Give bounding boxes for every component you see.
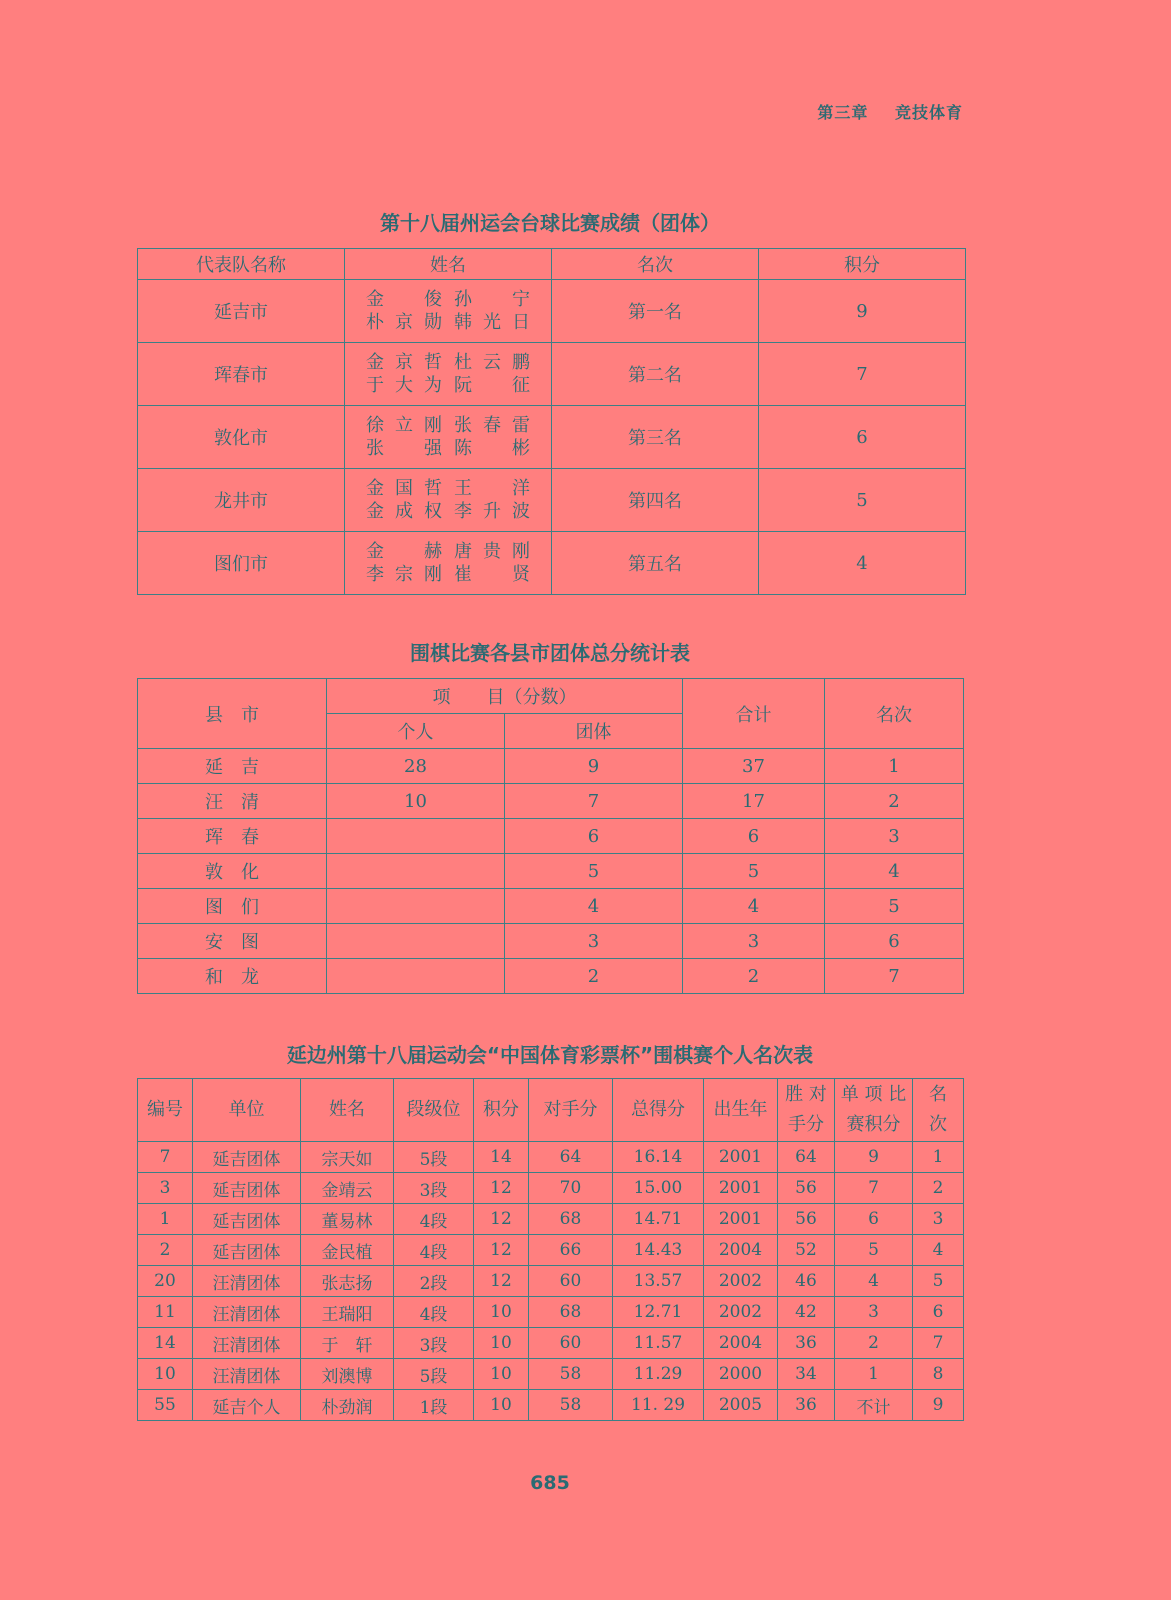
- individual-cell: [327, 854, 505, 889]
- table-cell: 6: [835, 1204, 913, 1235]
- rank-cell: 第五名: [552, 532, 759, 595]
- section-label: 竞技体育: [894, 103, 963, 122]
- names-line: [345, 414, 551, 437]
- team-cell: 5: [505, 854, 683, 889]
- table-cell: 不计: [835, 1390, 913, 1421]
- names-line: [345, 351, 551, 374]
- column-header: 姓名: [345, 249, 552, 280]
- table-row: [138, 280, 966, 343]
- table-cell: 20: [138, 1266, 193, 1297]
- table-cell: 7: [835, 1173, 913, 1204]
- table-cell: 2005: [704, 1390, 778, 1421]
- table-cell: 46: [778, 1266, 835, 1297]
- column-header: 胜 对 手分: [778, 1079, 835, 1142]
- table-cell: 2002: [704, 1297, 778, 1328]
- team-cell: 图们市: [138, 532, 345, 595]
- individual-header: 个人: [327, 714, 505, 749]
- rank-cell: 第一名: [552, 280, 759, 343]
- table-cell: 6: [913, 1297, 964, 1328]
- table-cell: 64: [778, 1142, 835, 1173]
- total-cell: 17: [683, 784, 825, 819]
- table-cell: 36: [778, 1328, 835, 1359]
- names-line: [345, 500, 551, 523]
- names-cell: [345, 406, 552, 469]
- table-cell: 金靖云: [301, 1173, 394, 1204]
- table-cell: 4: [835, 1266, 913, 1297]
- table-cell: 13.57: [613, 1266, 704, 1297]
- table-cell: 70: [529, 1173, 613, 1204]
- table-cell: 1段: [394, 1390, 474, 1421]
- billiards-table-title: 第十八届州运会台球比赛成绩（团体）: [380, 211, 720, 235]
- total-header: 合计: [683, 679, 825, 749]
- table-cell: 4段: [394, 1297, 474, 1328]
- table-cell: 10: [474, 1328, 529, 1359]
- rank-header: 名次: [825, 679, 964, 749]
- table-cell: 宗天如: [301, 1142, 394, 1173]
- table-header-row: [138, 1079, 964, 1142]
- table-cell: 11.29: [613, 1359, 704, 1390]
- table-cell: 3: [835, 1297, 913, 1328]
- table-cell: 58: [529, 1359, 613, 1390]
- score-cell: 5: [759, 469, 966, 532]
- player-name: 阮 征: [454, 375, 530, 396]
- table-row: [138, 784, 964, 819]
- total-cell: 6: [683, 819, 825, 854]
- table-cell: 张志扬: [301, 1266, 394, 1297]
- rank-cell: 4: [825, 854, 964, 889]
- table-cell: 34: [778, 1359, 835, 1390]
- table-cell: 14: [138, 1328, 193, 1359]
- county-cell: 安 图: [138, 924, 327, 959]
- team-cell: 9: [505, 749, 683, 784]
- rank-cell: 1: [825, 749, 964, 784]
- table-cell: 于 轩: [301, 1328, 394, 1359]
- table-cell: 4段: [394, 1235, 474, 1266]
- table-cell: 12: [474, 1204, 529, 1235]
- player-name: 张春雷: [454, 415, 530, 436]
- rank-cell: 第三名: [552, 406, 759, 469]
- table-cell: 12.71: [613, 1297, 704, 1328]
- team-cell: 敦化市: [138, 406, 345, 469]
- table-cell: 68: [529, 1204, 613, 1235]
- table-cell: 58: [529, 1390, 613, 1421]
- table-row: [138, 469, 966, 532]
- table-row: [138, 1390, 964, 1421]
- table-cell: 14.43: [613, 1235, 704, 1266]
- column-header: 名次: [552, 249, 759, 280]
- table-cell: 3段: [394, 1173, 474, 1204]
- individual-cell: 28: [327, 749, 505, 784]
- names-line: [345, 563, 551, 586]
- table-cell: 5: [835, 1235, 913, 1266]
- total-cell: 3: [683, 924, 825, 959]
- table-row: [138, 532, 966, 595]
- table-row: [138, 1266, 964, 1297]
- rank-cell: 7: [825, 959, 964, 994]
- table-cell: 5段: [394, 1359, 474, 1390]
- score-cell: 9: [759, 280, 966, 343]
- team-header: 团体: [505, 714, 683, 749]
- go-team-table-title: 围棋比赛各县市团体总分统计表: [410, 641, 690, 665]
- table-cell: 2段: [394, 1266, 474, 1297]
- table-cell: 60: [529, 1266, 613, 1297]
- table-cell: 延吉团体: [193, 1142, 301, 1173]
- table-cell: 2004: [704, 1328, 778, 1359]
- total-cell: 5: [683, 854, 825, 889]
- individual-cell: [327, 959, 505, 994]
- table-row: [138, 1142, 964, 1173]
- player-name: 金 赫: [366, 541, 442, 562]
- table-cell: 9: [835, 1142, 913, 1173]
- table-cell: 3: [913, 1204, 964, 1235]
- column-header: 积分: [759, 249, 966, 280]
- column-header: 姓名: [301, 1079, 394, 1142]
- player-name: 孙 宁: [454, 289, 530, 310]
- table-cell: 1: [835, 1359, 913, 1390]
- score-cell: 6: [759, 406, 966, 469]
- go-individual-table-title: 延边州第十八届运动会“中国体育彩票杯”围棋赛个人名次表: [286, 1043, 814, 1067]
- column-header: 名 次: [913, 1079, 964, 1142]
- table-cell: 68: [529, 1297, 613, 1328]
- table-cell: 董易林: [301, 1204, 394, 1235]
- total-cell: 37: [683, 749, 825, 784]
- player-name: 朴京勋: [366, 312, 442, 333]
- column-header: 总得分: [613, 1079, 704, 1142]
- table-row: [138, 1235, 964, 1266]
- table-row: [138, 1359, 964, 1390]
- column-header: 对手分: [529, 1079, 613, 1142]
- table-cell: 8: [913, 1359, 964, 1390]
- individual-cell: 10: [327, 784, 505, 819]
- table-cell: 15.00: [613, 1173, 704, 1204]
- table-cell: 金民植: [301, 1235, 394, 1266]
- player-name: 金成权: [366, 501, 442, 522]
- table-cell: 3段: [394, 1328, 474, 1359]
- table-cell: 汪清团体: [193, 1328, 301, 1359]
- team-cell: 2: [505, 959, 683, 994]
- table-row: [138, 819, 964, 854]
- table-cell: 2001: [704, 1142, 778, 1173]
- player-name: 徐立刚: [366, 415, 442, 436]
- table-cell: 11. 29: [613, 1390, 704, 1421]
- team-cell: 珲春市: [138, 343, 345, 406]
- county-header: 县 市: [138, 679, 327, 749]
- column-header: 代表队名称: [138, 249, 345, 280]
- billiards-results-table: [137, 248, 966, 595]
- table-cell: 1: [138, 1204, 193, 1235]
- county-cell: 和 龙: [138, 959, 327, 994]
- names-cell: [345, 343, 552, 406]
- player-name: 陈 彬: [454, 438, 530, 459]
- table-cell: 36: [778, 1390, 835, 1421]
- table-cell: 2: [835, 1328, 913, 1359]
- total-cell: 4: [683, 889, 825, 924]
- table-cell: 汪清团体: [193, 1297, 301, 1328]
- table-cell: 延吉个人: [193, 1390, 301, 1421]
- column-header: 单 项 比 赛积分: [835, 1079, 913, 1142]
- items-header: 项 目（分数）: [327, 679, 683, 714]
- table-cell: 56: [778, 1173, 835, 1204]
- county-cell: 图 们: [138, 889, 327, 924]
- table-cell: 汪清团体: [193, 1359, 301, 1390]
- names-cell: [345, 469, 552, 532]
- table-cell: 60: [529, 1328, 613, 1359]
- table-row: [138, 1328, 964, 1359]
- table-cell: 朴劲润: [301, 1390, 394, 1421]
- names-cell: [345, 532, 552, 595]
- rank-cell: 第四名: [552, 469, 759, 532]
- table-cell: 16.14: [613, 1142, 704, 1173]
- column-header: 出生年: [704, 1079, 778, 1142]
- player-name: 李升波: [454, 501, 530, 522]
- table-row: [138, 406, 966, 469]
- table-cell: 4段: [394, 1204, 474, 1235]
- player-name: 李宗刚: [366, 564, 442, 585]
- table-row: [138, 1297, 964, 1328]
- names-line: [345, 540, 551, 563]
- individual-cell: [327, 889, 505, 924]
- score-cell: 4: [759, 532, 966, 595]
- names-line: [345, 288, 551, 311]
- table-row: [138, 889, 964, 924]
- table-cell: 64: [529, 1142, 613, 1173]
- team-cell: 3: [505, 924, 683, 959]
- names-cell: [345, 280, 552, 343]
- table-cell: 11.57: [613, 1328, 704, 1359]
- table-cell: 9: [913, 1390, 964, 1421]
- county-cell: 汪 清: [138, 784, 327, 819]
- individual-cell: [327, 819, 505, 854]
- table-cell: 14.71: [613, 1204, 704, 1235]
- names-line: [345, 311, 551, 334]
- table-row: [138, 749, 964, 784]
- page-header: [797, 100, 963, 123]
- table-cell: 7: [913, 1328, 964, 1359]
- table-row: [138, 1173, 964, 1204]
- table-cell: 12: [474, 1235, 529, 1266]
- table-cell: 10: [474, 1297, 529, 1328]
- table-cell: 2001: [704, 1204, 778, 1235]
- team-cell: 6: [505, 819, 683, 854]
- names-line: [345, 477, 551, 500]
- go-individual-ranking-table: [137, 1078, 964, 1421]
- player-name: 崔 贤: [454, 564, 530, 585]
- table-header-row: [138, 679, 964, 714]
- table-cell: 延吉团体: [193, 1204, 301, 1235]
- table-cell: 2001: [704, 1173, 778, 1204]
- table-cell: 汪清团体: [193, 1266, 301, 1297]
- team-cell: 延吉市: [138, 280, 345, 343]
- player-name: 张 强: [366, 438, 442, 459]
- table-cell: 14: [474, 1142, 529, 1173]
- rank-cell: 2: [825, 784, 964, 819]
- table-cell: 延吉团体: [193, 1173, 301, 1204]
- table-row: [138, 959, 964, 994]
- player-name: 金 俊: [366, 289, 442, 310]
- names-line: [345, 437, 551, 460]
- column-header: 编号: [138, 1079, 193, 1142]
- county-cell: 延 吉: [138, 749, 327, 784]
- team-cell: 龙井市: [138, 469, 345, 532]
- table-cell: 3: [138, 1173, 193, 1204]
- table-row: [138, 854, 964, 889]
- player-name: 韩光日: [454, 312, 530, 333]
- team-cell: 4: [505, 889, 683, 924]
- table-cell: 11: [138, 1297, 193, 1328]
- score-cell: 7: [759, 343, 966, 406]
- table-header-row: [138, 249, 966, 280]
- total-cell: 2: [683, 959, 825, 994]
- player-name: 金京哲: [366, 352, 442, 373]
- table-cell: 王瑞阳: [301, 1297, 394, 1328]
- rank-cell: 第二名: [552, 343, 759, 406]
- player-name: 于大为: [366, 375, 442, 396]
- table-cell: 5段: [394, 1142, 474, 1173]
- table-cell: 52: [778, 1235, 835, 1266]
- table-cell: 12: [474, 1266, 529, 1297]
- page-number: 685: [530, 1472, 570, 1494]
- table-cell: 1: [913, 1142, 964, 1173]
- table-row: [138, 1204, 964, 1235]
- rank-cell: 6: [825, 924, 964, 959]
- names-line: [345, 374, 551, 397]
- column-header: 段级位: [394, 1079, 474, 1142]
- individual-cell: [327, 924, 505, 959]
- table-cell: 56: [778, 1204, 835, 1235]
- column-header: 单位: [193, 1079, 301, 1142]
- rank-cell: 5: [825, 889, 964, 924]
- table-cell: 4: [913, 1235, 964, 1266]
- rank-cell: 3: [825, 819, 964, 854]
- table-cell: 66: [529, 1235, 613, 1266]
- table-cell: 刘澳博: [301, 1359, 394, 1390]
- table-cell: 2: [138, 1235, 193, 1266]
- table-cell: 2004: [704, 1235, 778, 1266]
- table-cell: 2: [913, 1173, 964, 1204]
- team-cell: 7: [505, 784, 683, 819]
- table-cell: 5: [913, 1266, 964, 1297]
- county-cell: 敦 化: [138, 854, 327, 889]
- table-cell: 2000: [704, 1359, 778, 1390]
- player-name: 唐贵刚: [454, 541, 530, 562]
- go-team-score-table: [137, 678, 964, 994]
- table-cell: 42: [778, 1297, 835, 1328]
- table-row: [138, 343, 966, 406]
- table-cell: 7: [138, 1142, 193, 1173]
- table-cell: 延吉团体: [193, 1235, 301, 1266]
- table-cell: 2002: [704, 1266, 778, 1297]
- chapter-label: 第三章: [817, 103, 869, 122]
- column-header: 积分: [474, 1079, 529, 1142]
- table-cell: 55: [138, 1390, 193, 1421]
- table-cell: 10: [474, 1390, 529, 1421]
- table-cell: 10: [138, 1359, 193, 1390]
- table-cell: 12: [474, 1173, 529, 1204]
- player-name: 王 洋: [454, 478, 530, 499]
- table-row: [138, 924, 964, 959]
- player-name: 杜云鹏: [454, 352, 530, 373]
- county-cell: 珲 春: [138, 819, 327, 854]
- table-cell: 10: [474, 1359, 529, 1390]
- player-name: 金国哲: [366, 478, 442, 499]
